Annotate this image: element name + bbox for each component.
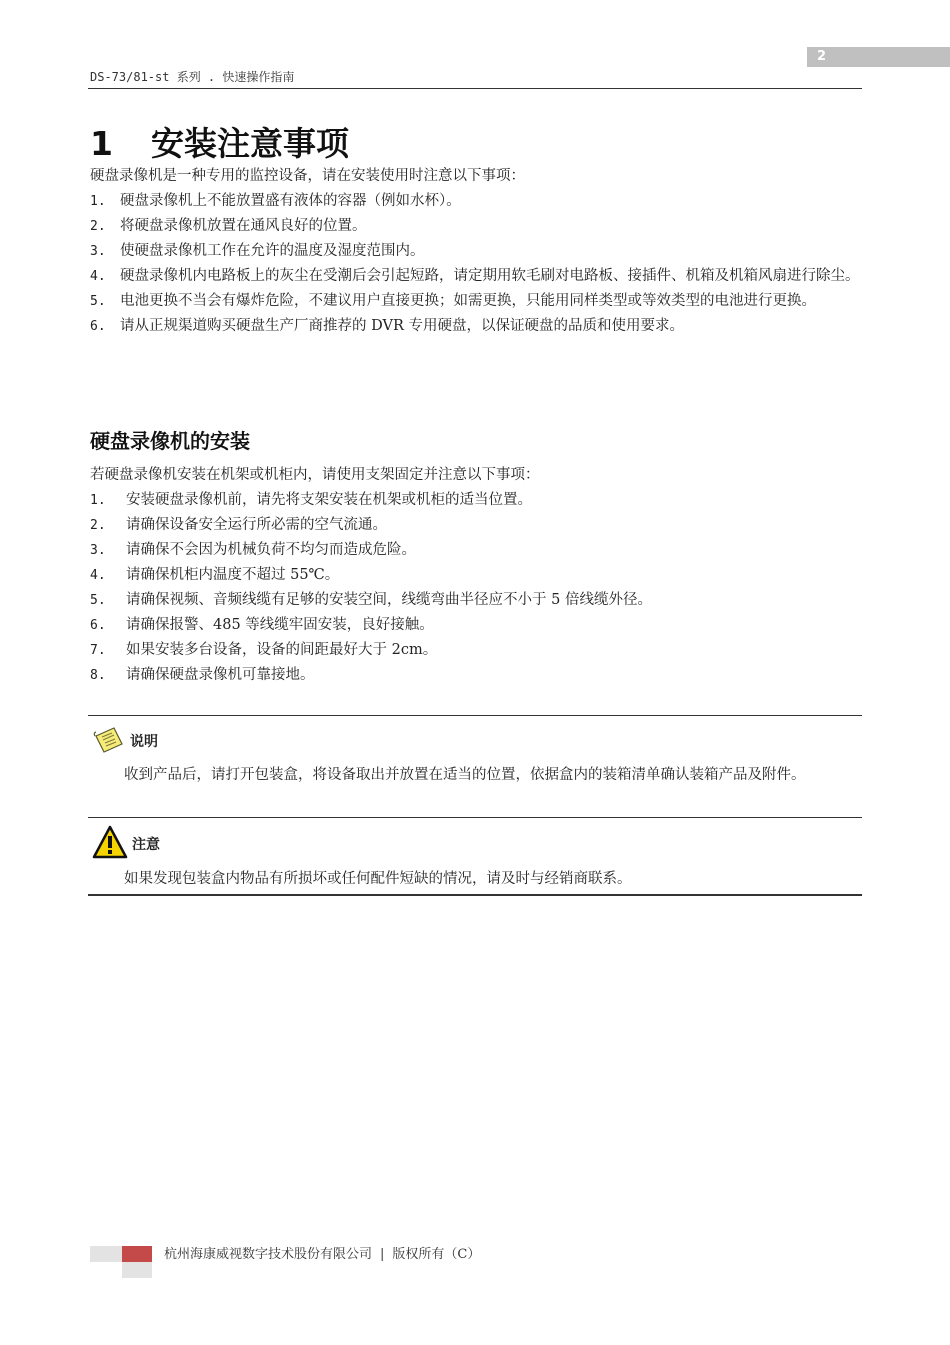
item-number: 2. (90, 219, 106, 234)
list-item (90, 264, 862, 289)
caution-label: 注意 (132, 837, 160, 853)
caution-text: 如果发现包装盒内物品有所损坏或任何配件短缺的情况，请及时与经销商联系。 (124, 871, 632, 887)
item-text: 请确保视频、音频线缆有足够的安装空间，线缆弯曲半径应不小于 5 倍线缆外径。 (126, 592, 652, 608)
item-text: 硬盘录像机上不能放置盛有液体的容器（例如水杯）。 (120, 193, 461, 209)
page-number: 2 (807, 47, 950, 67)
item-text: 请确保硬盘录像机可靠接地。 (126, 667, 315, 683)
list-item (90, 563, 862, 588)
list-item (90, 488, 862, 513)
note-top-rule (88, 715, 862, 716)
item-number: 2. (90, 518, 106, 533)
footer-company: 杭州海康威视数字技术股份有限公司 (164, 1247, 373, 1262)
item-number: 7. (90, 643, 106, 658)
item-text: 电池更换不当会有爆炸危险，不建议用户直接更换；如需更换，只能用同样类型或等效类型的电池进行更换。 (120, 293, 816, 309)
item-text: 硬盘录像机内电路板上的灰尘在受潮后会引起短路，请定期用软毛刷对电路板、接插件、机箱及机箱风扇进行除尘。 (120, 268, 860, 284)
list-item (90, 214, 862, 239)
item-number: 3. (90, 244, 106, 259)
item-number: 4. (90, 269, 106, 284)
note-middle-rule (88, 817, 862, 818)
list-item (90, 613, 862, 638)
item-number: 3. (90, 543, 106, 558)
explain-heading (92, 724, 158, 758)
item-number: 5. (90, 294, 106, 309)
list-item (90, 239, 862, 264)
item-text: 请确保设备安全运行所必需的空气流通。 (126, 517, 387, 533)
item-number: 1. (90, 493, 106, 508)
install-section (90, 463, 862, 688)
chapter-number: 1 (90, 124, 113, 163)
item-text: 使硬盘录像机工作在允许的温度及湿度范围内。 (120, 243, 425, 259)
list-item (90, 638, 862, 663)
item-text: 如果安装多台设备，设备的间距最好大于 2cm。 (126, 642, 438, 658)
item-number: 8. (90, 668, 106, 683)
chapter-title-text: 安装注意事项 (150, 124, 349, 163)
install-intro: 若硬盘录像机安装在机架或机柜内，请使用支架固定并注意以下事项： (90, 467, 540, 483)
item-number: 5. (90, 593, 106, 608)
list-item (90, 588, 862, 613)
item-text: 请确保机柜内温度不超过 55℃。 (126, 567, 340, 583)
install-list (90, 488, 862, 688)
item-text: 请确保不会因为机械负荷不均匀而造成危险。 (126, 542, 416, 558)
note-bottom-rule (88, 894, 862, 896)
precautions-intro: 硬盘录像机是一种专用的监控设备，请在安装使用时注意以下事项： (90, 168, 525, 184)
note-pad-icon (92, 724, 126, 758)
item-number: 6. (90, 618, 106, 633)
item-text: 将硬盘录像机放置在通风良好的位置。 (120, 218, 367, 234)
explain-label: 说明 (130, 734, 158, 750)
list-item (90, 289, 862, 314)
header-rule (88, 88, 862, 89)
footer-text (164, 1246, 480, 1264)
list-item (90, 513, 862, 538)
precautions-section (90, 164, 862, 339)
section-title: 硬盘录像机的安装 (90, 429, 250, 453)
item-number: 4. (90, 568, 106, 583)
list-item (90, 189, 862, 214)
footer-separator: | (380, 1247, 385, 1262)
item-number: 6. (90, 319, 106, 334)
running-header: DS-73/81-st 系列 . 快速操作指南 (90, 70, 295, 84)
list-item (90, 538, 862, 563)
precautions-list (90, 189, 862, 339)
item-text: 安装硬盘录像机前，请先将支架安装在机架或机柜的适当位置。 (126, 492, 532, 508)
item-number: 1. (90, 194, 106, 209)
caution-heading (92, 825, 160, 863)
warning-icon (92, 825, 128, 863)
chapter-title (90, 118, 349, 165)
item-text: 请确保报警、485 等线缆牢固安装，良好接触。 (126, 617, 434, 633)
footer-copyright: 版权所有（C） (392, 1247, 481, 1262)
list-item (90, 314, 862, 339)
list-item (90, 663, 862, 688)
explain-text: 收到产品后，请打开包装盒，将设备取出并放置在适当的位置，依据盒内的装箱清单确认装箱产品及附件。 (124, 767, 806, 783)
footer-decoration (90, 1246, 152, 1278)
item-text: 请从正规渠道购买硬盘生产厂商推荐的 DVR 专用硬盘，以保证硬盘的品质和使用要求。 (120, 318, 684, 334)
page-footer (90, 1246, 480, 1278)
